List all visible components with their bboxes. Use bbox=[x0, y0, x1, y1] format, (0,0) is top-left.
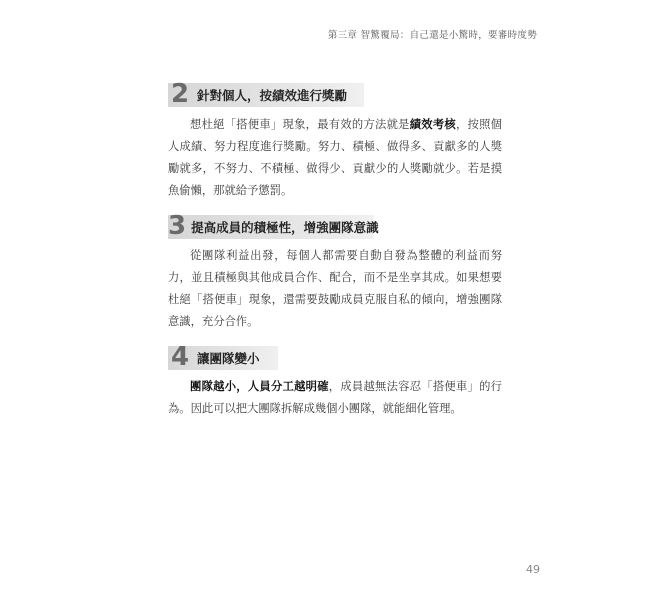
section-number: 3 bbox=[168, 210, 187, 241]
section-title: 讓團隊變小 bbox=[197, 351, 260, 366]
page-number: 49 bbox=[526, 563, 540, 576]
paragraph-text: ，成員越無法容忍「搭便車」的行為。因此可以把大團隊拆解成幾個小團隊，就能細化管理。 bbox=[168, 380, 502, 415]
paragraph-text: 從團隊利益出發，每個人都需要自動自發為整體的利益而努力，並且積極與其他成員合作、配合，而不是坐享其成。如果想要杜絕「搭便車」現象，還需要鼓勵成員克服自私的傾向，增強團隊意識，充分合作。 bbox=[168, 249, 502, 328]
paragraph-text: ，按照個人成績、努力程度進行獎勵。努力、積極、做得多、貢獻多的人獎勵就多，不努力、不積極、做得少、貢獻少的人獎勵就少。若是摸魚偷懶，那就給予懲罰。 bbox=[168, 118, 502, 197]
running-head: 第三章 智驚覆局：自己還是小驚時，要審時度勢 bbox=[327, 30, 537, 41]
paragraph-emphasis: 績效考核 bbox=[409, 118, 456, 131]
section-number: 2 bbox=[170, 78, 190, 109]
section-heading-2 bbox=[168, 78, 364, 109]
paragraph-emphasis: 團隊越小，人員分工越明確 bbox=[190, 380, 329, 393]
section-heading-4 bbox=[168, 341, 278, 372]
section-3-paragraph bbox=[168, 245, 502, 333]
section-number: 4 bbox=[170, 341, 190, 372]
section-title: 提高成員的積極性，增強團隊意識 bbox=[191, 220, 379, 235]
section-2-paragraph bbox=[168, 114, 502, 202]
section-title: 針對個人，按績效進行獎勵 bbox=[197, 88, 348, 103]
section-4-paragraph bbox=[168, 376, 502, 420]
section-heading-3 bbox=[168, 210, 379, 241]
paragraph-text: 想杜絕「搭便車」現象，最有效的方法就是 bbox=[190, 118, 410, 131]
